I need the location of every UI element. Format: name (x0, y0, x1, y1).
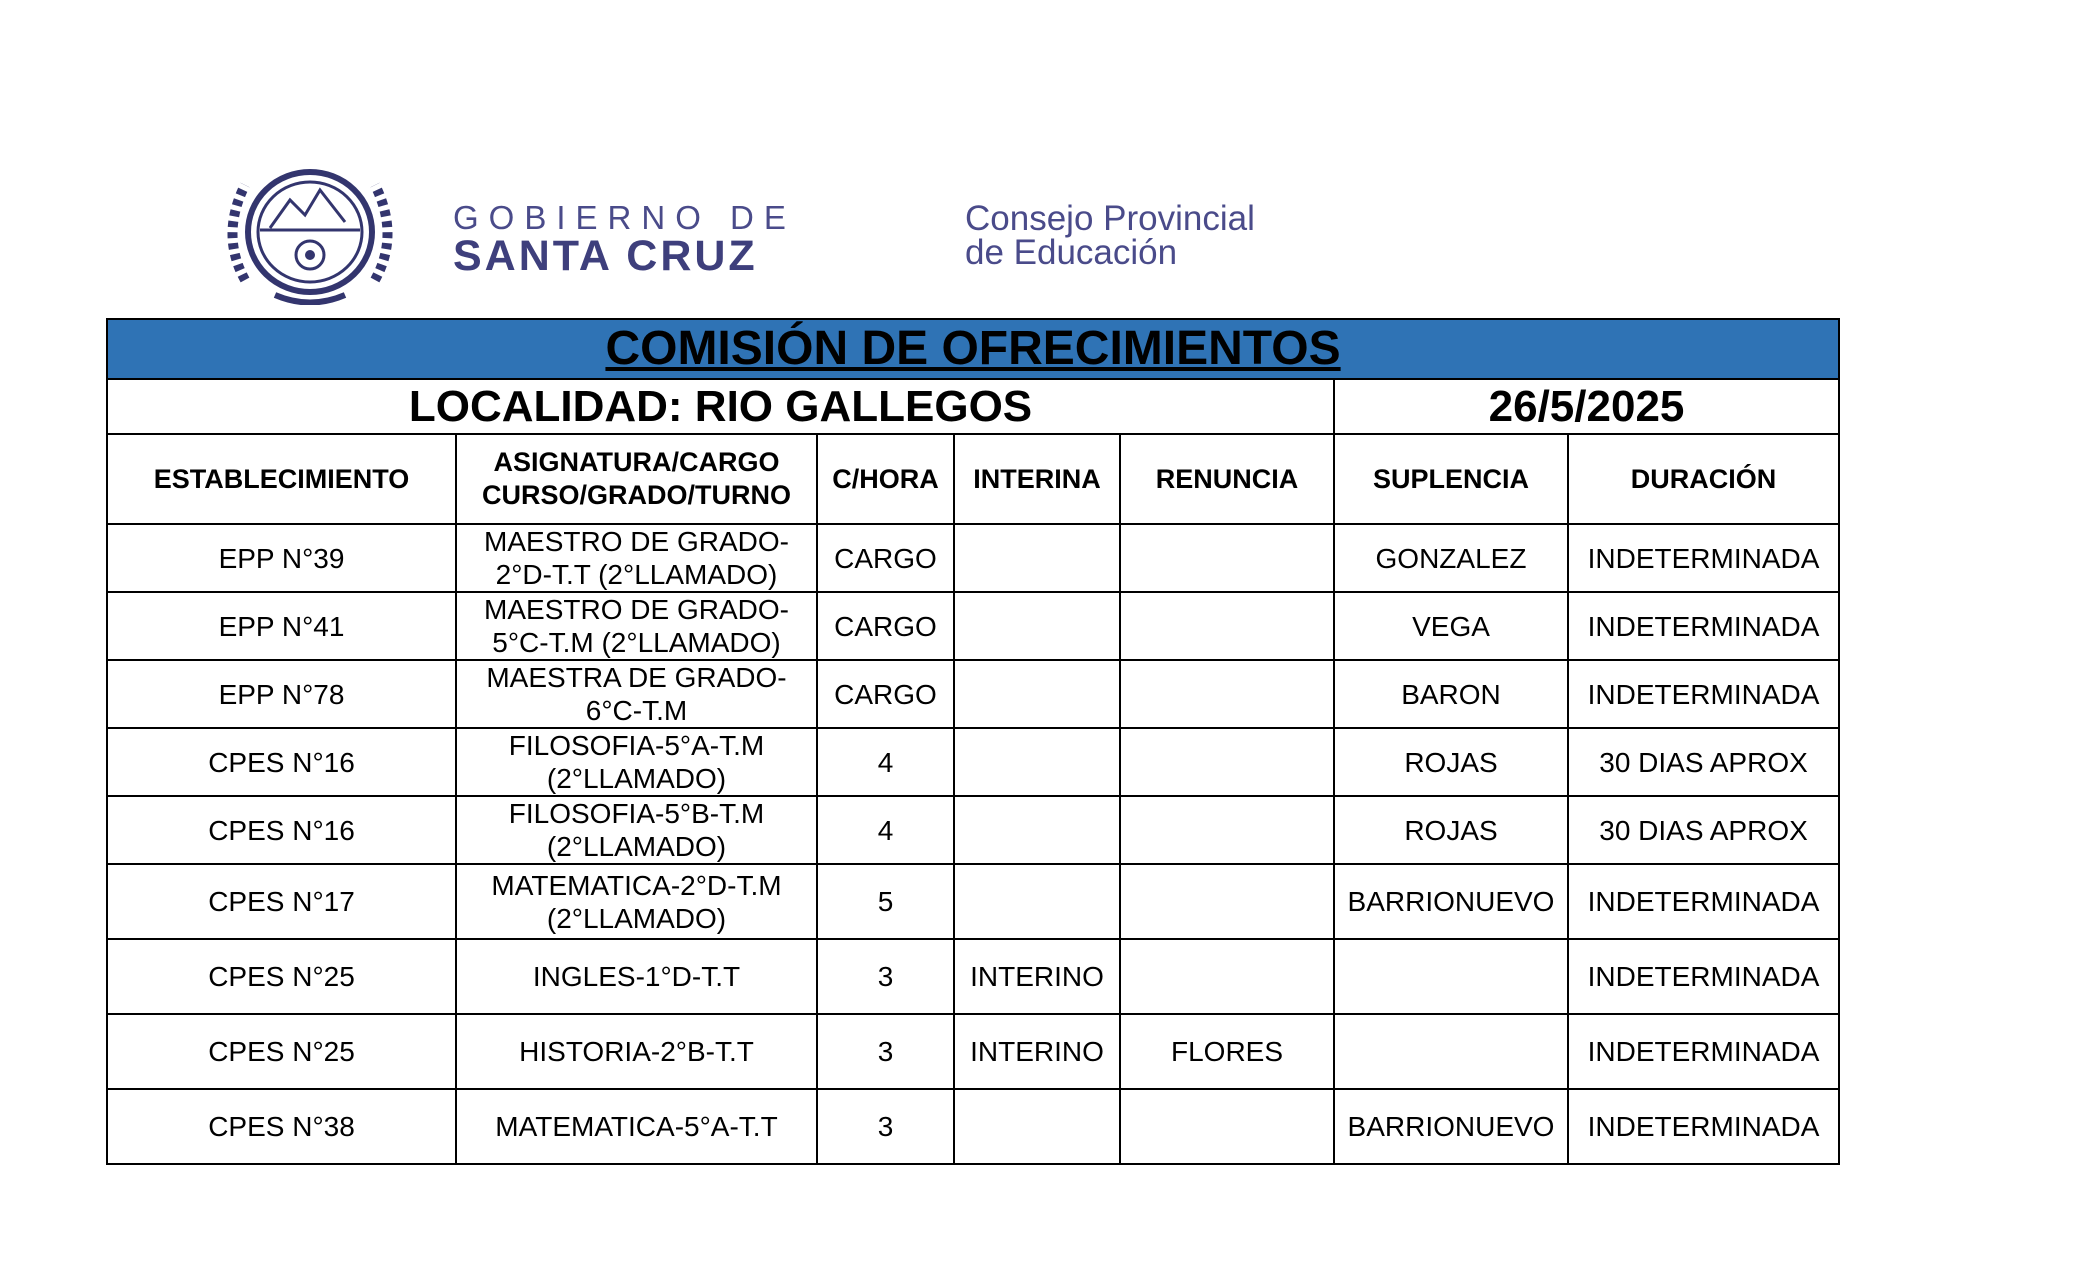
cell-suplencia: BARRIONUEVO (1334, 1089, 1568, 1164)
cell-chora: 3 (817, 1089, 954, 1164)
cell-suplencia: BARRIONUEVO (1334, 864, 1568, 939)
cell-renuncia (1120, 592, 1334, 660)
cell-establecimiento: EPP N°39 (107, 524, 456, 592)
council-line2: de Educación (965, 233, 1178, 272)
cell-suplencia: BARON (1334, 660, 1568, 728)
cell-suplencia (1334, 1014, 1568, 1089)
locality: LOCALIDAD: RIO GALLEGOS (107, 379, 1334, 434)
cell-renuncia (1120, 864, 1334, 939)
cell-suplencia (1334, 939, 1568, 1014)
cell-chora: 3 (817, 1014, 954, 1089)
cell-renuncia (1120, 939, 1334, 1014)
cell-renuncia (1120, 660, 1334, 728)
gov-line1: GOBIERNO DE (453, 199, 796, 236)
locality-row (107, 379, 1839, 434)
cell-interina (954, 660, 1120, 728)
council-line1: Consejo Provincial (965, 199, 1255, 238)
cell-asignatura: MAESTRO DE GRADO-2°D-T.T (2°LLAMADO) (456, 524, 817, 592)
cell-chora: CARGO (817, 524, 954, 592)
cell-asignatura: MATEMATICA-5°A-T.T (456, 1089, 817, 1164)
cell-renuncia: FLORES (1120, 1014, 1334, 1089)
header-interina: INTERINA (954, 434, 1120, 524)
table-row (107, 592, 1839, 660)
cell-interina (954, 728, 1120, 796)
header-chora: C/HORA (817, 434, 954, 524)
table-row (107, 660, 1839, 728)
table-row (107, 1014, 1839, 1089)
cell-duracion: 30 DIAS APROX (1568, 796, 1839, 864)
header-duracion: DURACIÓN (1568, 434, 1839, 524)
cell-chora: 4 (817, 728, 954, 796)
cell-establecimiento: CPES N°38 (107, 1089, 456, 1164)
header-renuncia: RENUNCIA (1120, 434, 1334, 524)
header-establecimiento: ESTABLECIMIENTO (107, 434, 456, 524)
table-row (107, 864, 1839, 939)
cell-chora: 5 (817, 864, 954, 939)
cell-suplencia: ROJAS (1334, 728, 1568, 796)
cell-asignatura: INGLES-1°D-T.T (456, 939, 817, 1014)
cell-establecimiento: EPP N°78 (107, 660, 456, 728)
cell-asignatura: MAESTRO DE GRADO-5°C-T.M (2°LLAMADO) (456, 592, 817, 660)
cell-interina: INTERINO (954, 939, 1120, 1014)
cell-duracion: INDETERMINADA (1568, 939, 1839, 1014)
header-suplencia: SUPLENCIA (1334, 434, 1568, 524)
cell-asignatura: MATEMATICA-2°D-T.M (2°LLAMADO) (456, 864, 817, 939)
cell-suplencia: VEGA (1334, 592, 1568, 660)
cell-duracion: INDETERMINADA (1568, 660, 1839, 728)
header-asignatura: ASIGNATURA/CARGO CURSO/GRADO/TURNO (456, 434, 817, 524)
cell-interina (954, 524, 1120, 592)
cell-asignatura: FILOSOFIA-5°A-T.M (2°LLAMADO) (456, 728, 817, 796)
cell-establecimiento: CPES N°17 (107, 864, 456, 939)
cell-asignatura: HISTORIA-2°B-T.T (456, 1014, 817, 1089)
cell-interina (954, 864, 1120, 939)
cell-suplencia: ROJAS (1334, 796, 1568, 864)
table-row (107, 796, 1839, 864)
table-row (107, 728, 1839, 796)
cell-renuncia (1120, 524, 1334, 592)
government-logo-text (453, 199, 796, 280)
cell-interina: INTERINO (954, 1014, 1120, 1089)
cell-renuncia (1120, 796, 1334, 864)
cell-interina (954, 796, 1120, 864)
cell-duracion: INDETERMINADA (1568, 864, 1839, 939)
cell-establecimiento: CPES N°16 (107, 796, 456, 864)
cell-chora: 3 (817, 939, 954, 1014)
title-row (107, 319, 1839, 379)
cell-suplencia: GONZALEZ (1334, 524, 1568, 592)
cell-interina (954, 1089, 1120, 1164)
cell-establecimiento: CPES N°25 (107, 1014, 456, 1089)
cell-establecimiento: CPES N°25 (107, 939, 456, 1014)
santa-cruz-seal-icon (215, 160, 405, 305)
gov-line2: SANTA CRUZ (453, 232, 758, 280)
table-row (107, 524, 1839, 592)
cell-interina (954, 592, 1120, 660)
cell-establecimiento: CPES N°16 (107, 728, 456, 796)
table-row (107, 939, 1839, 1014)
cell-asignatura: FILOSOFIA-5°B-T.M (2°LLAMADO) (456, 796, 817, 864)
document-date: 26/5/2025 (1334, 379, 1839, 434)
cell-chora: 4 (817, 796, 954, 864)
cell-duracion: INDETERMINADA (1568, 592, 1839, 660)
council-logo-text (965, 199, 1255, 272)
offerings-table (106, 318, 1840, 1165)
cell-chora: CARGO (817, 592, 954, 660)
cell-asignatura: MAESTRA DE GRADO-6°C-T.M (456, 660, 817, 728)
cell-renuncia (1120, 728, 1334, 796)
cell-duracion: INDETERMINADA (1568, 524, 1839, 592)
cell-establecimiento: EPP N°41 (107, 592, 456, 660)
cell-duracion: INDETERMINADA (1568, 1014, 1839, 1089)
cell-renuncia (1120, 1089, 1334, 1164)
column-headers (107, 434, 1839, 524)
letterhead (215, 160, 1415, 310)
cell-duracion: 30 DIAS APROX (1568, 728, 1839, 796)
cell-duracion: INDETERMINADA (1568, 1089, 1839, 1164)
cell-chora: CARGO (817, 660, 954, 728)
document-title: COMISIÓN DE OFRECIMIENTOS (107, 319, 1839, 379)
table-row (107, 1089, 1839, 1164)
